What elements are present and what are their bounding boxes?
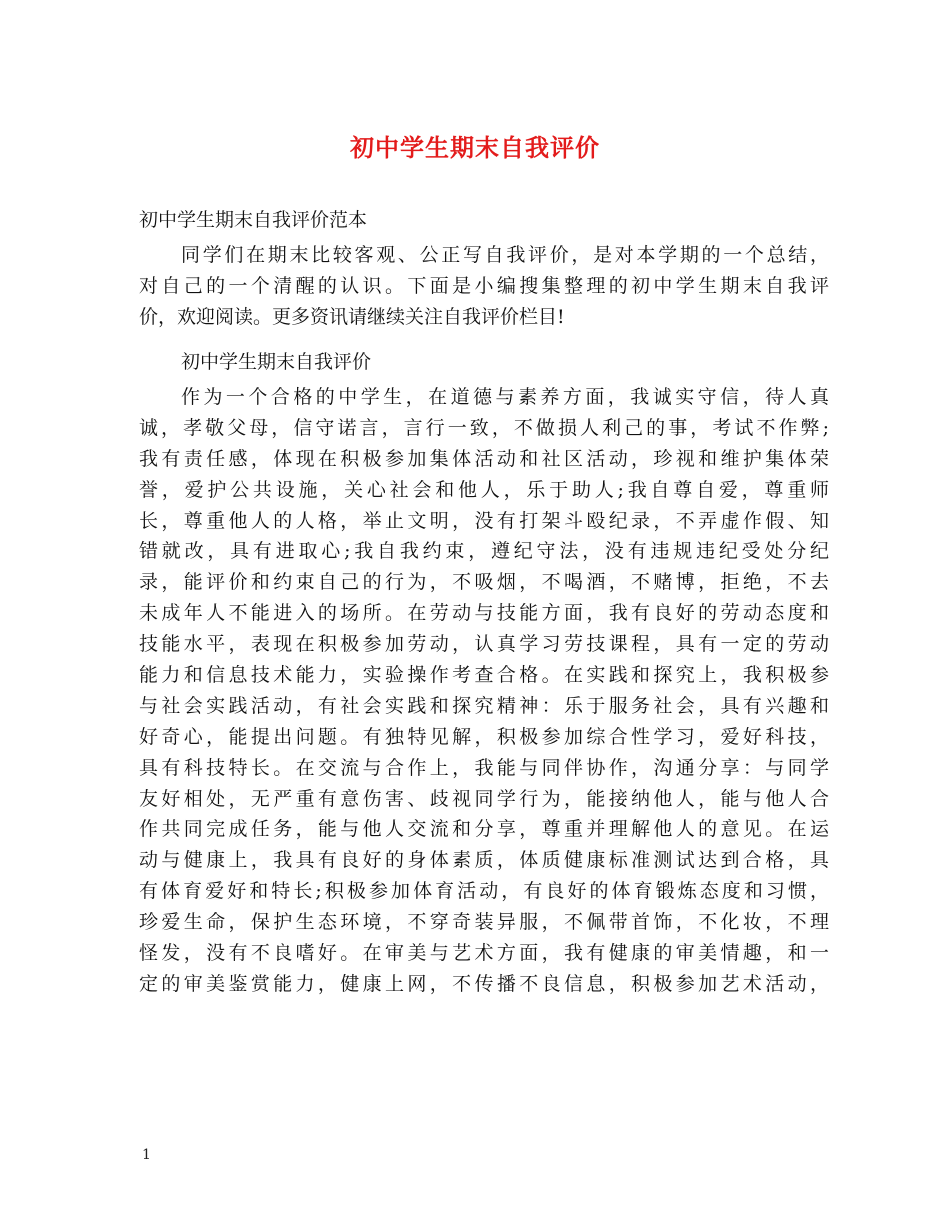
paragraph-line: 技能水平，表现在积极参加劳动，认真学习劳技课程，具有一定的劳动: [139, 633, 829, 656]
paragraph-line: 我有责任感，体现在积极参加集体活动和社区活动，珍视和维护集体荣: [139, 447, 829, 470]
page-number: 1: [142, 1147, 151, 1163]
paragraph-line: 未成年人不能进入的场所。在劳动与技能方面，我有良好的劳动态度和: [139, 602, 829, 625]
intro-paragraph: [139, 240, 829, 333]
intro-line: 同学们在期末比较客观、公正写自我评价，是对本学期的一个总结，: [181, 244, 829, 266]
subheading-block: [139, 347, 829, 378]
document-heading-block: [139, 205, 829, 236]
paragraph-line: 珍爱生命，保护生态环境，不穿奇装异服，不佩带首饰，不化妆，不理: [139, 911, 829, 934]
section-subheading: 初中学生期末自我评价: [181, 351, 372, 373]
paragraph-line: 动与健康上，我具有良好的身体素质，体质健康标准测试达到合格，具: [139, 849, 829, 872]
paragraph-line: 好奇心，能提出问题。有独特见解，积极参加综合性学习，爱好科技，: [139, 725, 829, 748]
evaluation-paragraph: [139, 382, 829, 1000]
paragraph-line: 有体育爱好和特长;积极参加体育活动，有良好的体育锻炼态度和习惯，: [139, 880, 829, 903]
paragraph-line: 错就改，具有进取心;我自我约束，遵纪守法，没有违规违纪受处分纪: [139, 540, 829, 563]
paragraph-line: 诚，孝敬父母，信守诺言，言行一致，不做损人利己的事，考试不作弊;: [139, 416, 829, 439]
paragraph-line: 长，尊重他人的人格，举止文明，没有打架斗殴纪录，不弄虚作假、知: [139, 509, 829, 532]
paragraph-line: 作为一个合格的中学生，在道德与素养方面，我诚实守信，待人真: [181, 386, 829, 408]
paragraph-line: 誉，爱护公共设施，关心社会和他人，乐于助人;我自尊自爱，尊重师: [139, 478, 829, 501]
intro-line: 价，欢迎阅读。更多资讯请继续关注自我评价栏目!: [139, 305, 565, 328]
paragraph-line: 友好相处，无严重有意伤害、歧视同学行为，能接纳他人，能与他人合: [139, 787, 829, 810]
paragraph-line: 与社会实践活动，有社会实践和探究精神：乐于服务社会，具有兴趣和: [139, 694, 829, 717]
paragraph-line: 作共同完成任务，能与他人交流和分享，尊重并理解他人的意见。在运: [139, 818, 829, 841]
document-heading: 初中学生期末自我评价范本: [139, 209, 368, 231]
paragraph-line: 定的审美鉴赏能力，健康上网，不传播不良信息，积极参加艺术活动，: [139, 972, 829, 995]
paragraph-line: 具有科技特长。在交流与合作上，我能与同伴协作，沟通分享：与同学: [139, 756, 829, 779]
paragraph-line: 怪发，没有不良嗜好。在审美与艺术方面，我有健康的审美情趣，和一: [139, 942, 829, 965]
document-title: 初中学生期末自我评价: [350, 133, 600, 162]
intro-line: 对自己的一个清醒的认识。下面是小编搜集整理的初中学生期末自我评: [139, 274, 829, 297]
paragraph-line: 能力和信息技术能力，实验操作考查合格。在实践和探究上，我积极参: [139, 664, 829, 687]
paragraph-line: 录，能评价和约束自己的行为，不吸烟，不喝酒，不赌博，拒绝，不去: [139, 571, 829, 594]
